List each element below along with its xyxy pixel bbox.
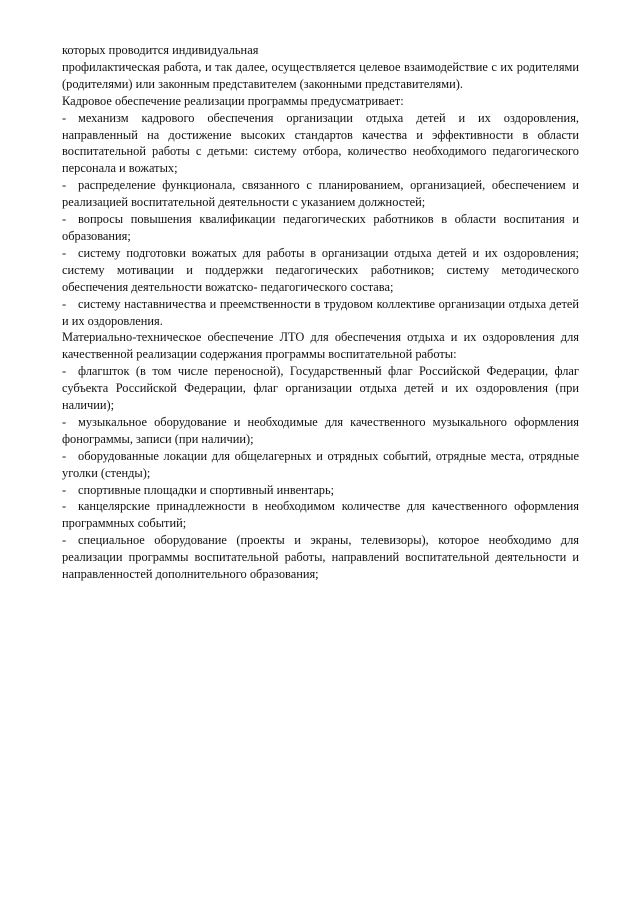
list-dash: -: [62, 448, 67, 463]
list-item: [62, 498, 579, 532]
list-item-text: систему наставничества и преемственности в трудовом коллективе организации отдыха детей и их оздоровления.: [62, 296, 579, 328]
paragraph: Кадровое обеспечение реализации программы предусматривает:: [62, 93, 404, 108]
list-dash: -: [62, 245, 67, 260]
list-item: [62, 296, 579, 330]
list-item-text: спортивные площадки и спортивный инвентарь;: [78, 482, 335, 497]
list-item-text: специальное оборудование (проекты и экраны, телевизоры), которое необходимо для реализации программы воспитательной работы, направлений воспитательной деятельности и направленностей дополнительного образования;: [62, 533, 579, 582]
paragraph: профилактическая работа, и так далее, осуществляется целевое взаимодействие с их родителями (родителями) или законным представителем (законными представителями).: [62, 59, 579, 91]
list-item: [62, 245, 579, 296]
list-dash: -: [62, 364, 67, 379]
list-item-text: флагшток (в том числе переносной), Государственный флаг Российской Федерации, флаг субъекта Российской Федерации, флаг организации отдыха детей и их оздоровления (при наличии);: [62, 364, 579, 413]
list-item-text: вопросы повышения квалификации педагогических работников в области воспитания и образования;: [62, 212, 579, 243]
list-dash: -: [62, 482, 67, 497]
paragraph: Материально-техническое обеспечение ЛТО для обеспечения отдыха и их оздоровления для качественной реализации содержания программы воспитательной работы:: [62, 330, 579, 362]
list-item: [62, 363, 579, 414]
list-dash: -: [62, 110, 67, 125]
list-item-text: канцелярские принадлежности в необходимом количестве для качественного оформления программных событий;: [62, 499, 579, 531]
list-item: [62, 532, 579, 583]
list-item: [62, 448, 579, 482]
paragraph: которых проводится индивидуальная: [62, 43, 259, 57]
list-dash: -: [62, 499, 67, 514]
list-item: [62, 110, 579, 178]
document-page: [62, 42, 579, 583]
list-item-text: механизм кадрового обеспечения организации отдыха детей и их оздоровления, направленный на достижение высоких стандартов качества и эффективности в области воспитательной работы с детьми: систему отбора, количество необходимого педагогического персонала и вожатых;: [62, 110, 579, 176]
list-dash: -: [62, 414, 67, 429]
list-dash: -: [62, 296, 67, 311]
list-item-text: оборудованные локации для общелагерных и отрядных событий, отрядные места, отрядные уголки (стенды);: [62, 448, 579, 480]
list-dash: -: [62, 178, 67, 193]
list-dash: -: [62, 533, 67, 548]
list-item-text: распределение функционала, связанного с планированием, организацией, обеспечением и реализацией воспитательной деятельности с указанием должностей;: [62, 178, 579, 210]
list-item: [62, 482, 579, 499]
list-item-text: музыкальное оборудование и необходимые для качественного музыкального оформления фонограммы, записи (при наличии);: [62, 414, 579, 446]
list-item: [62, 211, 579, 245]
list-item-text: систему подготовки вожатых для работы в организации отдыха детей и их оздоровления; систему мотивации и поддержки педагогических работников; систему методического обеспечения деятельности вожатско- педагогического состава;: [62, 245, 579, 294]
list-dash: -: [62, 212, 67, 227]
list-item: [62, 177, 579, 211]
list-item: [62, 414, 579, 448]
